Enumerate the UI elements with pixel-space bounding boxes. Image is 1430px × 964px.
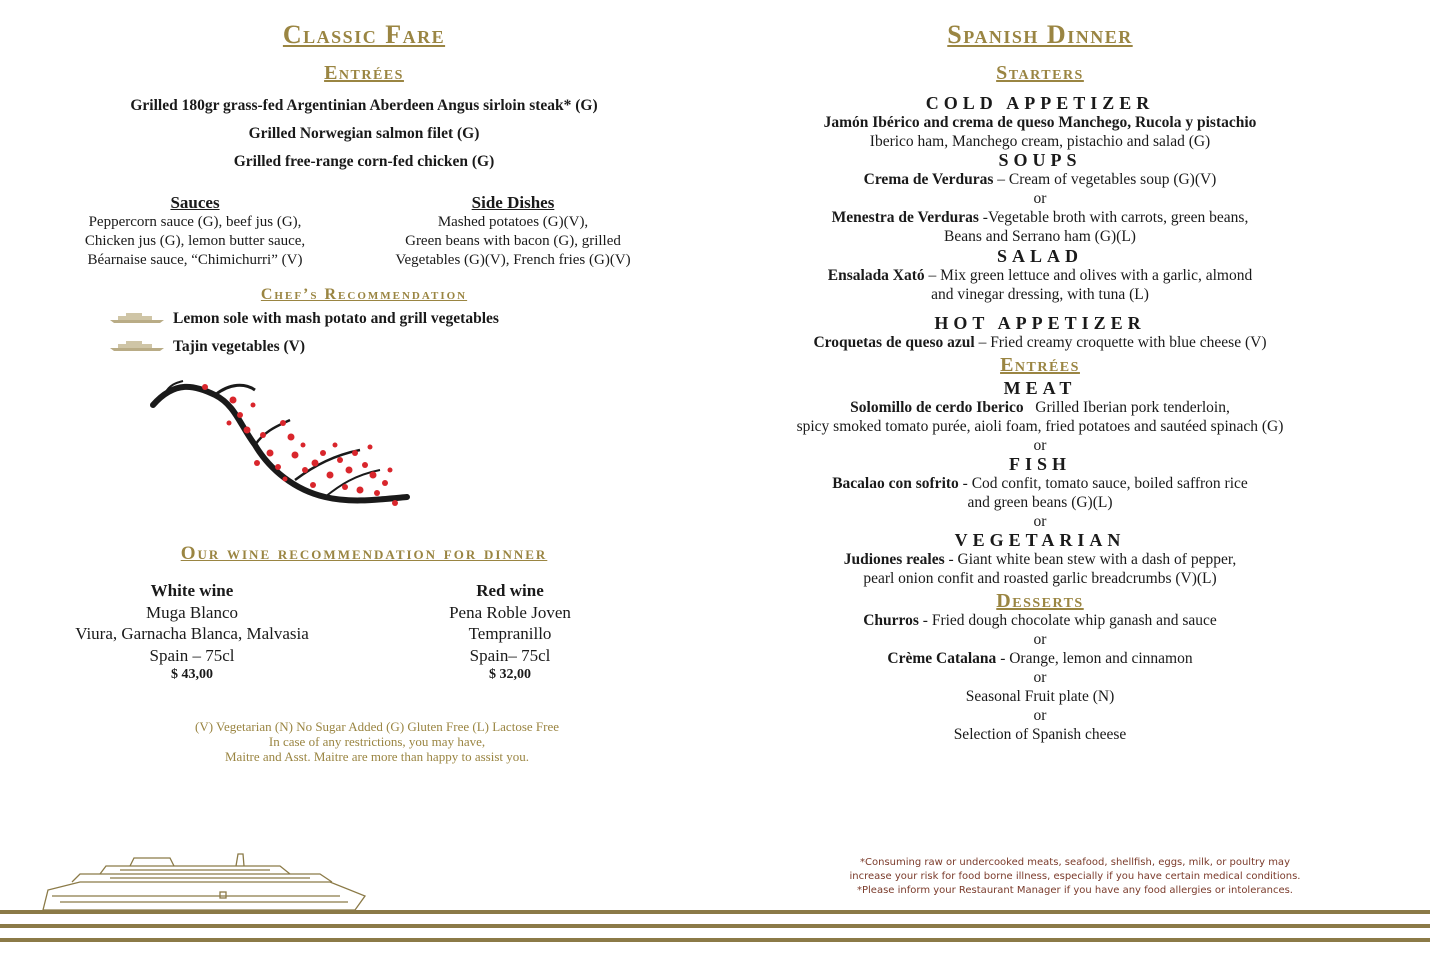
sauces-heading: Sauces [170, 193, 220, 212]
red-wine-section [360, 580, 660, 684]
dessert-item: Selection of Spanish cheese [953, 726, 1127, 743]
meat-desc: Grilled Iberian pork tenderloin, [1023, 399, 1230, 416]
soup-desc: -Vegetable broth with carrots, green beans, [978, 209, 1249, 226]
dessert-item: Seasonal Fruit plate (N) [965, 688, 1115, 705]
desserts-heading: Desserts [996, 590, 1084, 612]
ship-icon [40, 852, 370, 914]
soup-name: Menestra de Verduras [831, 209, 979, 226]
vegetarian-desc: - Giant white bean stew with a dash of pepper, [944, 551, 1237, 568]
decorative-rule [0, 938, 1430, 942]
dessert-desc: - Fried dough chocolate whip ganash and sauce [918, 612, 1217, 629]
red-wine-origin: Spain– 75cl [469, 645, 551, 665]
vegetarian-name: Judiones reales [843, 551, 945, 568]
fish-desc-cont: and green beans (G)(L) [967, 494, 1113, 511]
salad-desc-cont: and vinegar dressing, with tuna (L) [931, 286, 1149, 303]
or-separator: or [1033, 707, 1047, 724]
sauces-line: Chicken jus (G), lemon butter sauce, [84, 233, 306, 249]
hot-appetizer-name: Croquetas de queso azul [813, 334, 975, 351]
side-dish-line: Mashed potatoes (G)(V), [437, 214, 589, 230]
or-separator: or [1033, 190, 1047, 207]
ship-icon [108, 310, 168, 324]
or-separator: or [1033, 631, 1047, 648]
white-wine-price: $ 43,00 [171, 667, 213, 682]
side-dishes-heading: Side Dishes [471, 193, 555, 212]
legend-line: In case of any restrictions, you may have, [268, 734, 486, 749]
side-dishes-section [368, 193, 658, 270]
decorative-rule [0, 924, 1430, 928]
vegetarian-item [735, 550, 1345, 569]
red-wine-heading: Red wine [476, 581, 544, 600]
wine-recommendation-heading: Our wine recommendation for dinner [180, 543, 548, 564]
fish-desc: - Cod confit, tomato sauce, boiled saffron rice [958, 475, 1248, 492]
white-wine-heading: White wine [150, 581, 234, 600]
food-safety-disclaimer [845, 856, 1305, 898]
fish-name: Bacalao con sofrito [832, 475, 959, 492]
left-entrees-heading: Entrées [324, 62, 404, 84]
legend-line: (V) Vegetarian (N) No Sugar Added (G) Gluten Free (L) Lactose Free [195, 719, 559, 734]
red-wine-price: $ 32,00 [489, 667, 531, 682]
salad-name: Ensalada Xató [827, 267, 925, 284]
or-separator: or [1033, 669, 1047, 686]
white-wine-origin: Spain – 75cl [149, 645, 235, 665]
chef-item: Tajin vegetables (V) [173, 338, 306, 355]
hot-appetizer-desc: – Fried creamy croquette with blue cheese (V) [974, 334, 1267, 351]
salad-item [735, 266, 1345, 285]
entree-item: Grilled 180gr grass-fed Argentinian Aberdeen Angus sirloin steak* (G) [130, 97, 598, 114]
soup-desc: – Cream of vegetables soup (G)(V) [993, 171, 1217, 188]
soup-item [735, 170, 1345, 189]
side-dish-line: Vegetables (G)(V), French fries (G)(V) [395, 252, 631, 268]
red-wine-grapes: Tempranillo [468, 624, 552, 643]
dietary-legend [114, 719, 640, 764]
white-wine-section [42, 580, 342, 684]
fish-heading: FISH [1008, 454, 1071, 474]
vegetarian-heading: VEGETARIAN [954, 530, 1126, 550]
hot-appetizer-item [735, 333, 1345, 352]
white-wine-grapes: Viura, Garnacha Blanca, Malvasia [75, 624, 309, 643]
dessert-desc: - Orange, lemon and cinnamon [996, 650, 1193, 667]
meat-desc-cont: spicy smoked tomato purée, aioli foam, fried potatoes and sautéed spinach (G) [796, 418, 1284, 435]
salad-desc: – Mix green lettuce and olives with a garlic, almond [924, 267, 1253, 284]
salad-heading: SALAD [996, 246, 1083, 266]
chef-recommendation-heading: Chef’s Recommendation [260, 286, 468, 303]
chef-item: Lemon sole with mash potato and grill vegetables [173, 310, 499, 327]
meat-name: Solomillo de cerdo Iberico [850, 399, 1024, 416]
red-wine-name: Pena Roble Joven [449, 602, 571, 622]
meat-heading: MEAT [1003, 378, 1077, 398]
cold-appetizer-desc: Iberico ham, Manchego cream, pistachio and salad (G) [869, 133, 1211, 150]
or-separator: or [1033, 513, 1047, 530]
soup-item [735, 208, 1345, 227]
soup-desc-cont: Beans and Serrano ham (G)(L) [944, 228, 1136, 245]
spanish-dinner-title: Spanish Dinner [947, 20, 1133, 49]
hot-appetizer-heading: HOT APPETIZER [934, 313, 1146, 333]
classic-fare-title: Classic Fare [282, 20, 446, 49]
decorative-rule [0, 910, 1430, 914]
cold-appetizer-heading: COLD APPETIZER [925, 93, 1155, 113]
entree-item: Grilled Norwegian salmon filet (G) [248, 125, 480, 142]
starters-heading: Starters [996, 62, 1084, 84]
soup-name: Crema de Verduras [863, 171, 994, 188]
entree-item: Grilled free-range corn-fed chicken (G) [233, 153, 495, 170]
dessert-name: Churros [863, 612, 919, 629]
spanish-menu-body [735, 94, 1345, 744]
soups-heading: SOUPS [998, 150, 1082, 170]
dessert-item [735, 611, 1345, 630]
ship-icon [108, 338, 168, 352]
dessert-item [735, 649, 1345, 668]
vegetarian-desc-cont: pearl onion confit and roasted garlic breadcrumbs (V)(L) [863, 570, 1217, 587]
side-dish-line: Green beans with bacon (G), grilled [405, 233, 621, 249]
disclaimer-line: *Consuming raw or undercooked meats, seafood, shellfish, eggs, milk, or poultry may [860, 857, 1290, 868]
disclaimer-line: *Please inform your Restaurant Manager if you have any food allergies or intolerances. [857, 885, 1293, 896]
cherry-blossom-branch [145, 375, 415, 525]
sauces-line: Béarnaise sauce, “Chimichurri” (V) [87, 252, 303, 268]
or-separator: or [1033, 437, 1047, 454]
fish-item [735, 474, 1345, 493]
disclaimer-line: increase your risk for food borne illness, especially if you have certain medical conditions. [849, 871, 1301, 882]
dessert-name: Crème Catalana [887, 650, 997, 667]
right-entrees-heading: Entrées [1000, 354, 1080, 376]
legend-line: Maitre and Asst. Maitre are more than happy to assist you. [225, 749, 529, 764]
meat-item [735, 398, 1345, 417]
sauces-line: Peppercorn sauce (G), beef jus (G), [88, 214, 302, 230]
sauces-section [55, 193, 335, 270]
cold-appetizer-name: Jamón Ibérico and crema de queso Manchego, Rucola y pistachio [823, 114, 1257, 131]
white-wine-name: Muga Blanco [145, 602, 239, 622]
